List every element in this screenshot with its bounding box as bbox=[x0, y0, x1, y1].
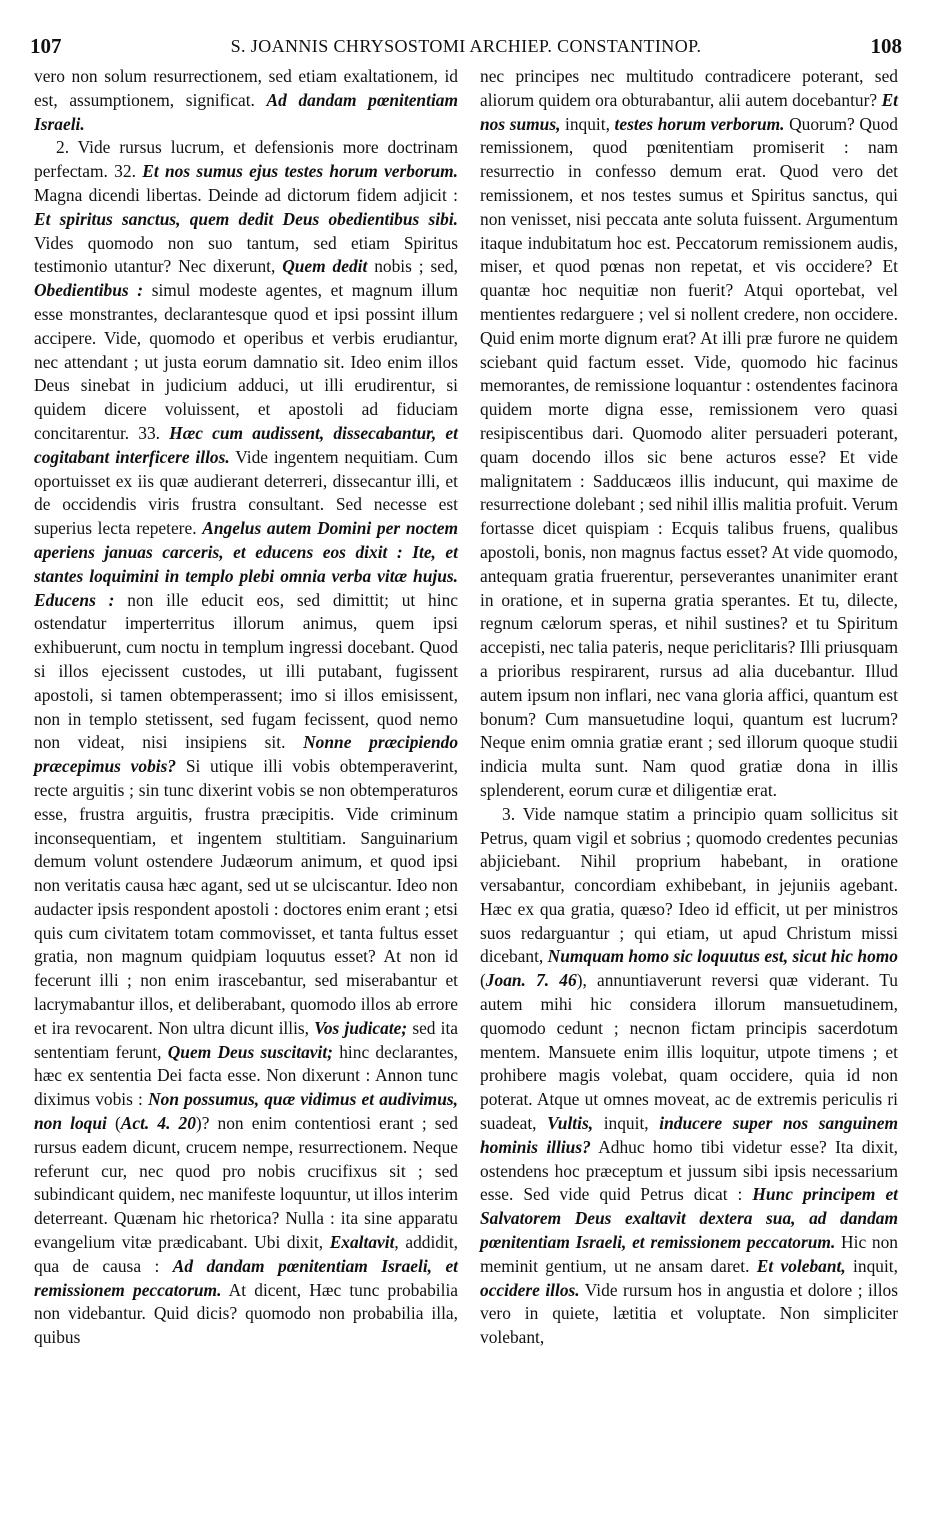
text-run: Magna dicendi libertas. Deinde ad dictorum fidem adjicit : bbox=[34, 184, 458, 205]
italic-citation: Quem Deus suscitavit; bbox=[167, 1041, 333, 1062]
italic-citation: Hunc principem et Salvatorem Deus exaltavit dextera sua, ad dandam pœnitentiam Israeli, et remissionem peccatorum. bbox=[480, 1184, 898, 1253]
italic-citation: Ad dandam pœnitentiam Israeli. bbox=[34, 89, 458, 134]
italic-citation: Hæc cum audissent, dissecabantur, et cogitabant interficere illos. bbox=[34, 422, 458, 467]
text-run: Vide ingentem nequitiam. Cum oportuisset ex iis quæ audierant deterreri, dissecantur illi, et de occidendis viris frustra consultant. Sed necesse est superius lecta repetere. bbox=[34, 446, 458, 539]
italic-citation: Et volebant, bbox=[756, 1255, 846, 1276]
italic-citation: Non possumus, quæ vidimus et audivimus, non loqui bbox=[34, 1089, 459, 1134]
running-title: S. JOANNIS CHRYSOSTOMI ARCHIEP. CONSTANTINOP. bbox=[230, 36, 702, 56]
text-run: hinc declarantes, hæc ex sententia Dei facta esse. Non dixerunt : Annon tunc diximus vobis : bbox=[34, 1041, 458, 1110]
text-run: Si utique illi vobis obtemperaverint, recte arguitis ; sin tunc dixerint vobis se non obtemperaturos esse, frustra arguitis, frustra præcipitis. Vide criminum inconsequentiam, et ingentem stultitiam. Sanguinarium demum volunt ostendere Judæorum animum, et quod ipsi non veritatis causa hæc agant, sed ut se ulciscantur. Ideo non audacter ipsis respondent apostoli : doctores enim erant ; etsi quis cum civitatem totam commovisset, et tanta fultus esset gratia, non magnum quidpiam loquutus esset? At non id fecerunt illi ; non enim irascebantur, sed miserabantur et lacrymabantur illos, et deliberabant, quomodo illos ab errore et ira revocarent. Non ultra dicunt illis, bbox=[34, 756, 458, 1038]
italic-citation: inducere super nos sanguinem hominis illius? bbox=[480, 1113, 899, 1157]
page-number-left: 107 bbox=[30, 34, 62, 58]
italic-citation: Et spiritus sanctus, quem dedit Deus obedientibus sibi. bbox=[34, 208, 458, 229]
text-run: , addidit, qua de causa : bbox=[34, 1232, 459, 1276]
right-column-paragraph bbox=[480, 65, 898, 803]
text-run: vero non solum resurrectionem, sed etiam exaltationem, id est, assumptionem, significat. bbox=[34, 66, 458, 110]
text-run: 2. Vide rursus lucrum, et defensionis more doctrinam perfectam. 32. bbox=[34, 137, 458, 182]
right-column bbox=[480, 65, 898, 1350]
text-run: sed ita sententiam ferunt, bbox=[34, 1017, 458, 1062]
left-column-paragraph bbox=[34, 136, 458, 1350]
text-run: inquit, bbox=[845, 1255, 898, 1276]
italic-citation: Quem dedit bbox=[282, 256, 368, 277]
text-run: Vides quomodo non suo tantum, sed etiam Spiritus testimonio utantur? Nec dixerunt, bbox=[34, 232, 458, 277]
italic-citation: Et nos sumus ejus testes horum verborum. bbox=[142, 161, 458, 182]
text-run: inquit, bbox=[560, 113, 615, 134]
italic-citation: testes horum verborum. bbox=[614, 113, 785, 134]
italic-citation: Angelus autem Domini per noctem aperiens januas carceris, et educens eos dixit : Ite, et stantes loquimini in templo plebi omnia verba vitæ hujus. Educens : bbox=[34, 518, 458, 610]
left-column bbox=[34, 65, 458, 1350]
text-run: Adhuc homo tibi videtur esse? Ita dixit, ostendens hoc præceptum et jussum sibi ipsis necessarium esse. Sed vide quid Petrus dicat : bbox=[480, 1136, 898, 1205]
italic-citation: Ad dandam pœnitentiam Israeli, et remissionem peccatorum. bbox=[34, 1255, 458, 1300]
italic-citation: Numquam homo sic loquutus est, sicut hic homo bbox=[547, 946, 898, 967]
left-column-paragraph bbox=[34, 65, 458, 136]
text-run: Vide rursum hos in angustia et dolore ; illos vero in quiete, lætitia et voluptate. Non simpliciter volebant, bbox=[480, 1279, 898, 1348]
right-column-paragraph bbox=[480, 803, 898, 1350]
italic-citation: Joan. 7. 46 bbox=[485, 970, 577, 991]
italic-citation: Vultis, bbox=[547, 1113, 594, 1134]
italic-citation: occidere illos. bbox=[480, 1279, 580, 1300]
text-run: Quorum? Quod remissionem, quod pœnitentiam promiserit : nam resurrectio in confesso demum erat. Quod vero det remissionem, et nos testes sumus et Spiritus sanctus, qui non venisset, nisi peccata ante soluta fuissent. Argumentum itaque indubitatum hoc est. Peccatorum remissionem audis, miser, et quod pœnas non repetat, et vis occidere? Et quantæ hoc nequitiæ non fuerit? Atqui oportebat, vel mentientes redarguere ; vel si nollent credere, non occidere. Quid enim morte dignum erat? At illi præ furore ne quidem sciebant quid factum esset. Vide, quomodo hic facinus memorantes, de remissione loquantur : ostendentes facinora quidem morte digna esse, remissionem vero quasi resipiscentibus dari. Quomodo aliter persuaderi poterant, quam docendo illos sic bene acturos esse? Et vide malignitatem : Sadducæos illis inducunt, qui maxime de resurrectione dolebant ; sed nihil illis malitia profuit. Verum fortasse dicet quispiam : Ecquis talibus fruens, qualibus apostoli, bonis, non magnus factus esset? At vide quomodo, antequam gratia fruerentur, perseverantes unanimiter erant in oratione, et in superna gratia sperantes. Et tu, dilecte, regnum cælorum speras, et nihil sustines? et tu Spiritum accepisti, nec talia pateris, neque periclitaris? Illi priusquam a prioribus respirarent, rursus ad alia ducebantur. Illud autem ipsum non inflari, nec vana gloria affici, quantum est bonum? Cum mansuetudine loqui, quantum est lucrum? Neque enim omnia gratiæ erant ; sed illorum quoque studii indicia multa sunt. Nam quod gratiæ dona in illis splenderent, eorum curæ et diligentiæ erat. bbox=[480, 113, 898, 800]
text-run: nec principes nec multitudo contradicere poterant, sed aliorum quidem ora obturabantur, alii autem docebantur? bbox=[480, 66, 898, 110]
text-run: inquit, bbox=[593, 1113, 660, 1134]
text-run: non ille educit eos, sed dimittit; ut hinc ostendatur imperterritus illorum animus, quem ipsi exhibuerunt, cum noctu in templum ingressi docebant. Quod si illos ejecissent custodes, ut illi putabant, fugissent apostoli, si tamen obtemperassent; imo si illos emisissent, non in templo stetissent, sed fugam fecissent, quod nemo non videat, nisi insipiens sit. bbox=[34, 589, 458, 753]
italic-citation: Obedientibus : bbox=[34, 280, 144, 301]
italic-citation: Et nos sumus, bbox=[480, 89, 898, 134]
italic-citation: Vos judicate; bbox=[314, 1017, 408, 1038]
italic-citation: Act. 4. 20 bbox=[120, 1113, 196, 1134]
italic-citation: Exaltavit bbox=[329, 1232, 395, 1253]
text-run: ( bbox=[480, 970, 486, 991]
text-run: simul modeste agentes, et magnum illum esse monstrantes, declarantesque quod et ipsi possint illum accipere. Vide, quomodo et operibus et verbis erudiantur, nec attendant ; ut justa eorum damnatio sit. Ideo enim illos Deus sinebat in judicium adduci, ut illi erudirentur, si quidem dicere voluissent, et apostoli ad fiduciam concitarentur. 33. bbox=[34, 280, 458, 443]
text-run: At dicent, Hæc tunc probabilia non videbantur. Quid dicis? quomodo non probabilia illa, quibus bbox=[34, 1279, 458, 1348]
text-run: nobis ; sed, bbox=[367, 256, 458, 277]
text-run: ), annuntiaverunt reversi quæ viderant. Tu autem mihi hic considera illorum mansuetudinem, quomodo cedunt ; necnon fictam principis sacerdotum mentem. Mansuete enim illis loquitur, utpote timens ; et prohibere magis volebat, quam occidere, quia id non poterat. Atque ut omnes moveat, ac de extremis periculis ri suadeat, bbox=[480, 970, 899, 1134]
page-number-right: 108 bbox=[870, 34, 902, 58]
text-run: ( bbox=[106, 1113, 121, 1134]
text-run: )? non enim contentiosi erant ; sed rursus eadem dicunt, crucem nempe, resurrectionem. Neque referunt cur, nec quod pro nobis crucifixus sit ; sed subindicant quidem, nec manifeste loquuntur, ut illos interim deterreant. Quænam hic rhetorica? Nulla : ita sine apparatu evangelium vitæ prædicabant. Ubi dixit, bbox=[34, 1113, 458, 1253]
italic-citation: Nonne præcipiendo præcepimus vobis? bbox=[34, 732, 459, 777]
text-run: Hic non meminit gentium, ut ne ansam daret. bbox=[480, 1232, 898, 1276]
text-run: 3. Vide namque statim a principio quam sollicitus sit Petrus, quam vigil et sobrius ; quomodo credentes pecunias abjiciebant. Nihil proprium habebant, in oratione versabantur, concordiam exhibebant, in jejuniis agebant. Hæc ex qua gratia, quæso? Ideo id efficit, ut per ministros suos redarguantur ; qui etiam, ut apud Christum missi dicebant, bbox=[480, 803, 898, 967]
page-header bbox=[0, 34, 932, 58]
